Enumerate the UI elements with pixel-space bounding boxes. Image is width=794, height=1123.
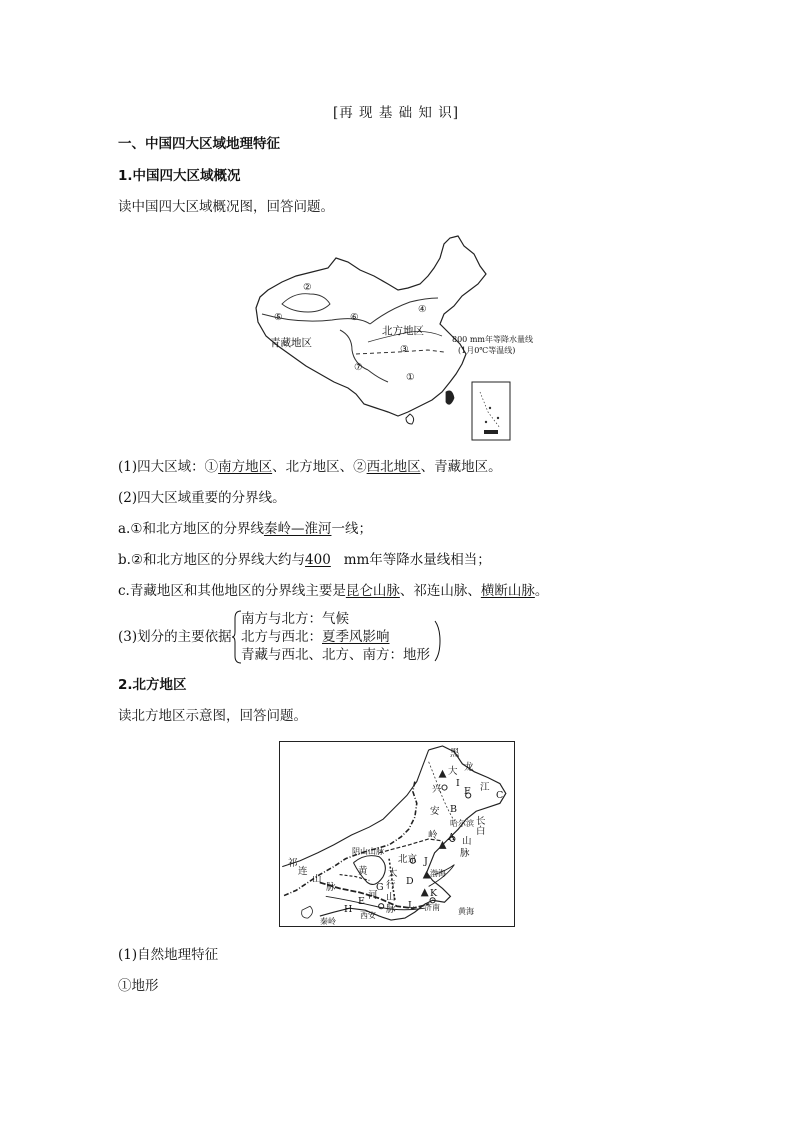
map2-he: 河 [368, 890, 378, 901]
right-brace [434, 620, 442, 662]
question-2: (2)四大区域重要的分界线。 [118, 490, 286, 506]
map2-shan2: 山 [312, 874, 322, 885]
q2b-answer: 400 [305, 552, 331, 568]
map2-mai3: 脉 [386, 904, 396, 915]
map2-G: G [376, 882, 384, 893]
map1-label-800b: (1月0℃等温线) [458, 346, 516, 355]
map2-hang: 行 [386, 880, 396, 891]
subheading-2: 2.北方地区 [118, 677, 187, 693]
map2-J: J [424, 856, 428, 867]
map2-mai: 脉 [460, 848, 470, 859]
section-heading: 一、中国四大区域地理特征 [118, 136, 280, 152]
map2-da: 大 [448, 766, 458, 777]
q2a-prefix: a.①和北方地区的分界线 [118, 521, 264, 537]
q2a-answer: 秦岭—淮河 [263, 521, 332, 537]
map2-xian: 西安 [360, 911, 376, 920]
q1-answer-2: 西北地区 [366, 459, 421, 475]
map2-huang: 黄 [358, 866, 368, 877]
q2c-suffix: 。 [534, 583, 549, 599]
map2-an: 安 [430, 806, 440, 817]
map2-lian: 连 [298, 866, 308, 877]
map2-harbin: 哈尔滨 [450, 819, 474, 828]
map2-jiang: 江 [480, 782, 490, 793]
map2-bohai: 渤海 [430, 869, 446, 878]
q3-line-2-answer: 夏季风影响 [322, 629, 390, 645]
question-nat: (1)自然地理特征 [118, 947, 219, 963]
q1-mid-1: 、北方地区、② [272, 459, 367, 475]
map2-huanghai: 黄海 [458, 907, 474, 916]
question-terrain: ①地形 [118, 978, 159, 994]
q2a-suffix: 一线； [331, 521, 372, 537]
q3-line-2 [241, 628, 390, 646]
map2-bai: 白 [476, 826, 486, 837]
map2-yinshan: 阴山山脉 [352, 847, 384, 856]
map1-label-2: ② [303, 282, 312, 293]
q2c-mid: 、祁连山脉、 [399, 583, 481, 599]
map1-label-5: ⑤ [274, 312, 283, 323]
map1-label-7: ⑦ [354, 362, 363, 373]
q2b-prefix: b.②和北方地区的分界线大约与 [118, 552, 306, 568]
map1-label-800a: 800 mm年等降水量线 [452, 335, 533, 344]
map2-shan: 山 [462, 836, 472, 847]
map2-C: C [496, 790, 504, 801]
instruction-1: 读中国四大区域概况图，回答问题。 [118, 199, 334, 215]
question-2c [118, 582, 548, 600]
map2-I: I [456, 778, 460, 789]
map2-qi: 祁 [288, 858, 298, 869]
map2-mai2: 脉 [326, 882, 336, 893]
map2-jinan: 济南 [424, 903, 440, 912]
map2-F: F [464, 786, 471, 797]
q2c-prefix: c.青藏地区和其他地区的分界线主要是 [118, 583, 346, 599]
map2-beijing: 北京 [398, 854, 418, 865]
q3-line-1: 南方与北方：气候 [241, 611, 349, 627]
map2-shan3: 山 [386, 892, 396, 903]
q2c-answer-2: 横断山脉 [480, 583, 535, 599]
map2-D: D [406, 876, 414, 887]
map2-E: E [358, 896, 365, 907]
north-region-map [279, 741, 515, 927]
map1-label-3: ③ [400, 344, 409, 355]
map1-label-4: ④ [418, 304, 427, 315]
question-3-label: (3)划分的主要依据 [118, 629, 232, 645]
question-1 [118, 458, 502, 476]
map2-H: H [344, 904, 353, 915]
q1-mid-2: 、青藏地区。 [420, 459, 502, 475]
map1-label-6: ⑥ [350, 312, 359, 323]
question-2a [118, 520, 372, 538]
instruction-2: 读北方地区示意图，回答问题。 [118, 708, 307, 724]
map1-label-north: 北方地区 [382, 325, 424, 337]
map2-xing: 兴 [432, 784, 442, 795]
q2c-answer-1: 昆仑山脉 [345, 583, 400, 599]
map2-chang: 长 [476, 816, 486, 827]
map2-L: L [408, 900, 415, 911]
map2-ling: 岭 [428, 830, 438, 841]
section-title: [再 现 基 础 知 识] [333, 105, 459, 121]
q1-prefix: (1)四大区域：① [118, 459, 219, 475]
map2-tai: 太 [388, 868, 398, 879]
q3-line-3: 青藏与西北、北方、南方：地形 [241, 647, 430, 663]
subheading-1: 1.中国四大区域概况 [118, 168, 241, 184]
map2-K: K [430, 888, 438, 899]
map2-A: A [448, 832, 455, 843]
map1-label-1: ① [406, 372, 415, 383]
map2-qinling: 秦岭 [320, 917, 336, 926]
map2-long: 龙 [464, 762, 474, 773]
map1-label-qingzang: 青藏地区 [270, 337, 312, 349]
map2-B: B [450, 804, 457, 815]
q3-line-2-prefix: 北方与西北： [241, 629, 322, 645]
china-regions-map [248, 232, 533, 444]
question-2b [118, 551, 491, 569]
q1-answer-1: 南方地区 [218, 459, 273, 475]
map2-hei: 黑 [450, 748, 460, 759]
q2b-mid: mm年等降水量线相当； [330, 552, 491, 568]
